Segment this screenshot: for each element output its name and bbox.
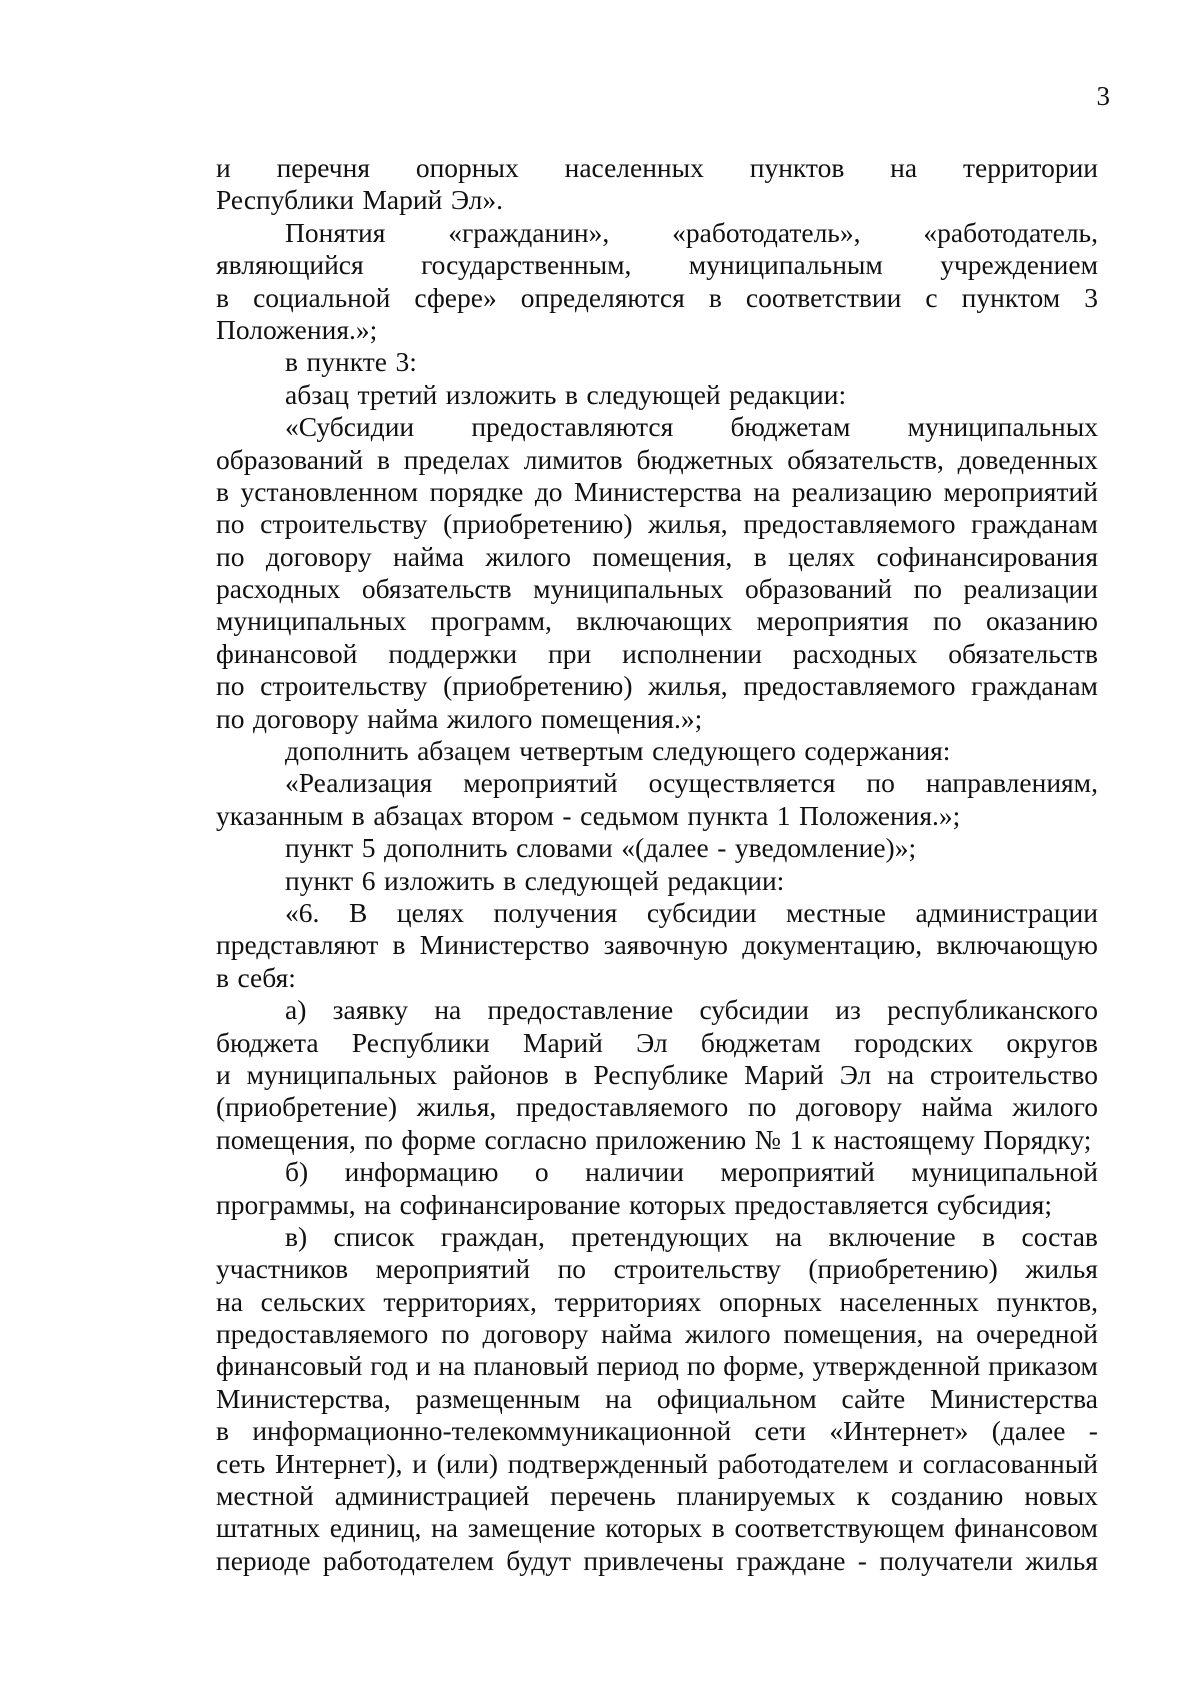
- word: (приобретению): [808, 1253, 998, 1285]
- text-line: [216, 638, 1098, 670]
- word: на: [887, 1058, 915, 1090]
- word: созданию: [890, 1480, 1004, 1512]
- word: на: [431, 1512, 459, 1544]
- word: Марий: [523, 1026, 603, 1058]
- word: сайте: [841, 1382, 906, 1414]
- text-line: [216, 1059, 1098, 1091]
- word: в: [753, 540, 767, 572]
- text-line: [216, 152, 1098, 184]
- text-line: [216, 508, 1098, 540]
- word: новых: [1024, 1480, 1098, 1512]
- word: о: [534, 1156, 549, 1188]
- word: до: [534, 475, 563, 507]
- word: получения: [493, 896, 618, 928]
- word: и: [898, 1447, 914, 1479]
- word: предоставляемого: [743, 670, 956, 702]
- word: образований: [744, 573, 893, 605]
- word: целях: [788, 540, 856, 572]
- word: найма: [601, 1318, 673, 1350]
- word: строительству: [613, 1253, 781, 1285]
- text-line: [216, 1156, 1098, 1188]
- text-line: [216, 573, 1098, 605]
- word: найма: [393, 540, 465, 572]
- word: год: [370, 1350, 408, 1382]
- word: к: [856, 1480, 870, 1512]
- word: документацию,: [742, 929, 923, 961]
- word: согласованный: [922, 1447, 1098, 1479]
- word: по: [686, 1350, 716, 1382]
- word: установленном: [240, 475, 419, 507]
- word: по: [216, 670, 245, 702]
- word: (приобретению): [443, 508, 633, 540]
- text-line: [216, 541, 1098, 573]
- text-line: Положения.»;: [216, 313, 378, 345]
- word: жилья,: [648, 508, 728, 540]
- word: расходных: [216, 573, 341, 605]
- text-line: в себя:: [216, 961, 296, 993]
- word: строительство: [929, 1058, 1098, 1090]
- word: на: [438, 1350, 466, 1382]
- document-body: [216, 152, 1098, 1577]
- word: в: [982, 1220, 996, 1252]
- word: муниципальных: [246, 1058, 437, 1090]
- word: населенных: [564, 152, 704, 183]
- text-line: [216, 282, 1098, 314]
- word: и: [415, 1350, 431, 1382]
- text-line: [216, 994, 1098, 1026]
- text-line: [216, 217, 1098, 249]
- word: на: [775, 1220, 803, 1252]
- word: перечня: [276, 152, 370, 183]
- word: представляют: [216, 929, 379, 961]
- word: «Интернет»: [829, 1415, 969, 1447]
- word: в: [392, 929, 406, 961]
- word: жилья: [1025, 1253, 1098, 1285]
- text-line: [216, 1318, 1098, 1350]
- word: на: [216, 1285, 243, 1317]
- word: единиц,: [329, 1512, 422, 1544]
- word: -: [857, 1544, 867, 1576]
- word: будут: [506, 1544, 572, 1576]
- word: мероприятий: [720, 1156, 875, 1188]
- word: жилого: [485, 540, 572, 572]
- word: б): [285, 1156, 309, 1188]
- word: муниципальных: [533, 573, 724, 605]
- word: предоставляемого: [516, 1091, 729, 1123]
- word: включающих: [576, 605, 733, 637]
- word: оказанию: [986, 605, 1098, 637]
- word: список: [333, 1220, 415, 1252]
- word: помещения,: [783, 1318, 924, 1350]
- word: граждан,: [440, 1220, 545, 1252]
- word: жилья,: [416, 1091, 497, 1123]
- word: замещение: [467, 1512, 596, 1544]
- text-line: Республики Марий Эл».: [216, 184, 503, 216]
- word: Эл: [636, 1026, 668, 1058]
- word: мероприятия: [756, 605, 909, 637]
- word: определяются: [520, 281, 685, 313]
- word: муниципальной: [911, 1156, 1098, 1188]
- word: пунктов,: [996, 1285, 1098, 1317]
- word: информацию: [344, 1156, 499, 1188]
- word: заявку: [332, 994, 409, 1026]
- word: целях: [396, 896, 464, 928]
- text-line: помещения, по форме согласно приложению № 1 к настоящему Порядку;: [216, 1123, 1092, 1155]
- word: (далее: [991, 1415, 1066, 1447]
- word: финансовом: [954, 1512, 1098, 1544]
- word: Республике: [593, 1058, 729, 1090]
- word: учреждением: [940, 249, 1098, 281]
- word: с: [925, 281, 938, 313]
- text-line: [216, 1027, 1098, 1059]
- word: на: [434, 994, 462, 1026]
- word: и: [412, 1447, 427, 1479]
- word: из: [835, 994, 861, 1026]
- word: соответствующем: [734, 1512, 945, 1544]
- text-line: [216, 767, 1098, 799]
- word: «работодатель»,: [672, 216, 861, 248]
- word: 3: [1084, 281, 1098, 313]
- word: бюджетам: [730, 411, 851, 443]
- word: и: [216, 152, 231, 183]
- word: «Субсидии: [285, 411, 415, 443]
- word: Республики: [351, 1026, 490, 1058]
- word: которых: [605, 1512, 702, 1544]
- word: населенных: [839, 1285, 979, 1317]
- word: предоставляемого: [743, 508, 956, 540]
- word: на: [605, 1382, 633, 1414]
- word: сеть: [216, 1447, 266, 1479]
- word: сфере»: [414, 281, 497, 313]
- word: обязательств: [948, 637, 1098, 669]
- word: на: [753, 475, 781, 507]
- word: округов: [1006, 1026, 1098, 1058]
- word: договору: [796, 1091, 902, 1123]
- text-line: по договору найма жилого помещения.»;: [216, 702, 703, 734]
- word: Министерства,: [216, 1382, 391, 1414]
- word: (приобретению): [443, 670, 633, 702]
- word: муниципальных: [216, 605, 407, 637]
- word: пределах: [403, 443, 510, 475]
- text-line: [216, 1286, 1098, 1318]
- text-line: [216, 1545, 1098, 1577]
- word: «Реализация: [285, 767, 433, 799]
- word: строительству: [260, 670, 428, 702]
- word: на: [890, 152, 918, 183]
- word: обязательств: [361, 573, 512, 605]
- text-line: указанным в абзацах втором - седьмом пункта 1 Положения.»;: [216, 799, 961, 831]
- text-line: пункт 6 изложить в следующей редакции:: [285, 864, 785, 896]
- word: официальном: [656, 1382, 817, 1414]
- word: в): [285, 1220, 308, 1252]
- word: финансовый: [216, 1350, 363, 1382]
- word: утвержденной: [812, 1350, 981, 1382]
- word: районов: [452, 1058, 549, 1090]
- word: в: [216, 281, 229, 313]
- text-line: [216, 1221, 1098, 1253]
- word: работодателем: [717, 1447, 889, 1479]
- word: найма: [921, 1091, 993, 1123]
- word: граждане: [736, 1544, 846, 1576]
- word: Министерства: [930, 1382, 1098, 1414]
- text-line: [216, 1448, 1098, 1480]
- word: включающую: [936, 929, 1098, 961]
- word: в: [216, 1415, 229, 1447]
- word: обязательств,: [787, 443, 944, 475]
- word: территориях,: [383, 1285, 537, 1317]
- word: договору: [265, 540, 372, 572]
- word: договору: [482, 1318, 589, 1350]
- word: финансовой: [216, 637, 358, 669]
- word: доведенных: [957, 443, 1098, 475]
- word: территории: [962, 152, 1098, 183]
- text-line: [216, 444, 1098, 476]
- word: «6.: [285, 896, 320, 928]
- word: социальной: [253, 281, 391, 313]
- word: мероприятий: [375, 1253, 531, 1285]
- text-line: в пункте 3:: [285, 346, 417, 378]
- word: муниципальным: [688, 249, 883, 281]
- word: местной: [216, 1480, 314, 1512]
- word: в: [564, 1058, 578, 1090]
- word: в: [376, 443, 390, 475]
- word: бюджетных: [636, 443, 774, 475]
- text-line: [216, 1415, 1098, 1447]
- word: и: [216, 1058, 231, 1090]
- text-line: абзац третий изложить в следующей редакции:: [285, 378, 847, 410]
- word: местные: [786, 896, 886, 928]
- word: очередной: [976, 1318, 1098, 1350]
- word: государственным,: [421, 249, 632, 281]
- word: являющийся: [216, 249, 364, 281]
- word: сети: [754, 1415, 807, 1447]
- word: предоставляемого: [216, 1318, 429, 1350]
- word: субсидии: [699, 994, 810, 1026]
- word: Эл: [839, 1058, 872, 1090]
- word: Марий: [744, 1058, 824, 1090]
- word: лимитов: [523, 443, 623, 475]
- word: по: [441, 1318, 470, 1350]
- word: жилого: [685, 1318, 771, 1350]
- word: на: [936, 1318, 964, 1350]
- word: территориях: [554, 1285, 702, 1317]
- word: сельских: [260, 1285, 366, 1317]
- text-line: [216, 670, 1098, 702]
- word: городских: [854, 1026, 974, 1058]
- word: пунктом: [961, 281, 1061, 313]
- word: гражданам: [971, 670, 1098, 702]
- text-line: [216, 1350, 1098, 1382]
- text-line: [216, 1512, 1098, 1544]
- word: бюджета: [216, 1026, 319, 1058]
- word: жилья: [1025, 1544, 1098, 1576]
- word: администрацией: [334, 1480, 530, 1512]
- word: форме,: [723, 1350, 805, 1382]
- word: при: [547, 637, 592, 669]
- word: претендующих: [571, 1220, 749, 1252]
- word: реализации: [963, 573, 1098, 605]
- word: программ,: [430, 605, 552, 637]
- word: строительству: [260, 508, 428, 540]
- word: «работодатель,: [923, 216, 1098, 248]
- word: администрации: [915, 896, 1098, 928]
- word: Министерство: [419, 929, 590, 961]
- text-line: программы, на софинансирование которых предоставляется субсидия;: [216, 1188, 1052, 1220]
- word: предоставление: [487, 994, 674, 1026]
- word: по: [933, 605, 962, 637]
- word: по: [747, 1091, 777, 1123]
- word: заявочную: [603, 929, 728, 961]
- word: жилья,: [648, 670, 728, 702]
- word: плановый: [473, 1350, 589, 1382]
- word: софинансирования: [876, 540, 1098, 572]
- word: направлениям,: [925, 767, 1098, 799]
- word: -: [1088, 1415, 1098, 1447]
- text-line: [216, 1253, 1098, 1285]
- word: состав: [1021, 1220, 1098, 1252]
- word: помещения,: [592, 540, 733, 572]
- word: период: [596, 1350, 679, 1382]
- word: субсидии: [646, 896, 757, 928]
- word: подтвержденный: [507, 1447, 709, 1479]
- text-line: [216, 929, 1098, 961]
- word: (или): [436, 1447, 499, 1479]
- word: бюджетам: [700, 1026, 821, 1058]
- text-line: [216, 1383, 1098, 1415]
- word: штатных: [216, 1512, 320, 1544]
- word: планируемых: [676, 1480, 836, 1512]
- text-line: пункт 5 дополнить словами «(далее - уведомление)»;: [285, 832, 917, 864]
- word: (приобретение): [216, 1091, 398, 1123]
- word: по: [216, 508, 245, 540]
- word: по: [866, 767, 895, 799]
- word: в: [711, 1512, 725, 1544]
- text-line: [216, 897, 1098, 929]
- word: предоставляются: [471, 411, 674, 443]
- word: жилого: [1012, 1091, 1098, 1123]
- word: привлечены: [583, 1544, 724, 1576]
- word: включение: [828, 1220, 956, 1252]
- text-line: [216, 476, 1098, 508]
- word: а): [285, 994, 307, 1026]
- word: периоде: [216, 1544, 311, 1576]
- word: размещенным: [415, 1382, 581, 1414]
- word: работодателем: [322, 1544, 494, 1576]
- word: реализацию: [791, 475, 933, 507]
- word: по: [557, 1253, 587, 1285]
- word: осуществляется: [648, 767, 836, 799]
- word: в: [708, 281, 722, 313]
- text-line: [216, 411, 1098, 443]
- word: приказом: [988, 1350, 1098, 1382]
- word: перечень: [550, 1480, 656, 1512]
- text-line: дополнить абзацем четвертым следующего содержания:: [285, 735, 951, 767]
- word: получатели: [879, 1544, 1013, 1576]
- word: наличии: [585, 1156, 684, 1188]
- word: «гражданин»,: [448, 216, 610, 248]
- text-line: [216, 1091, 1098, 1123]
- word: В: [348, 896, 368, 928]
- word: Понятия: [285, 216, 386, 248]
- word: расходных: [792, 637, 918, 669]
- word: Министерства: [574, 475, 742, 507]
- word: гражданам: [971, 508, 1098, 540]
- word: опорных: [718, 1285, 822, 1317]
- word: мероприятий: [943, 475, 1098, 507]
- word: мероприятий: [463, 767, 618, 799]
- word: порядке: [429, 475, 524, 507]
- word: информационно-телекоммуникационной: [252, 1415, 732, 1447]
- word: образований: [216, 443, 364, 475]
- page-number: 3: [1096, 81, 1110, 111]
- word: исполнении: [622, 637, 762, 669]
- word: опорных: [415, 152, 519, 183]
- word: республиканского: [887, 994, 1098, 1026]
- text-line: [216, 1480, 1098, 1512]
- word: по: [913, 573, 943, 605]
- word: участников: [216, 1253, 349, 1285]
- text-line: [216, 249, 1098, 281]
- word: пунктов: [749, 152, 845, 183]
- word: в: [216, 475, 229, 507]
- word: поддержки: [388, 637, 518, 669]
- word: соответствии: [745, 281, 902, 313]
- word: Интернет),: [274, 1447, 403, 1479]
- word: по: [216, 540, 245, 572]
- word: муниципальных: [907, 411, 1098, 443]
- text-line: [216, 605, 1098, 637]
